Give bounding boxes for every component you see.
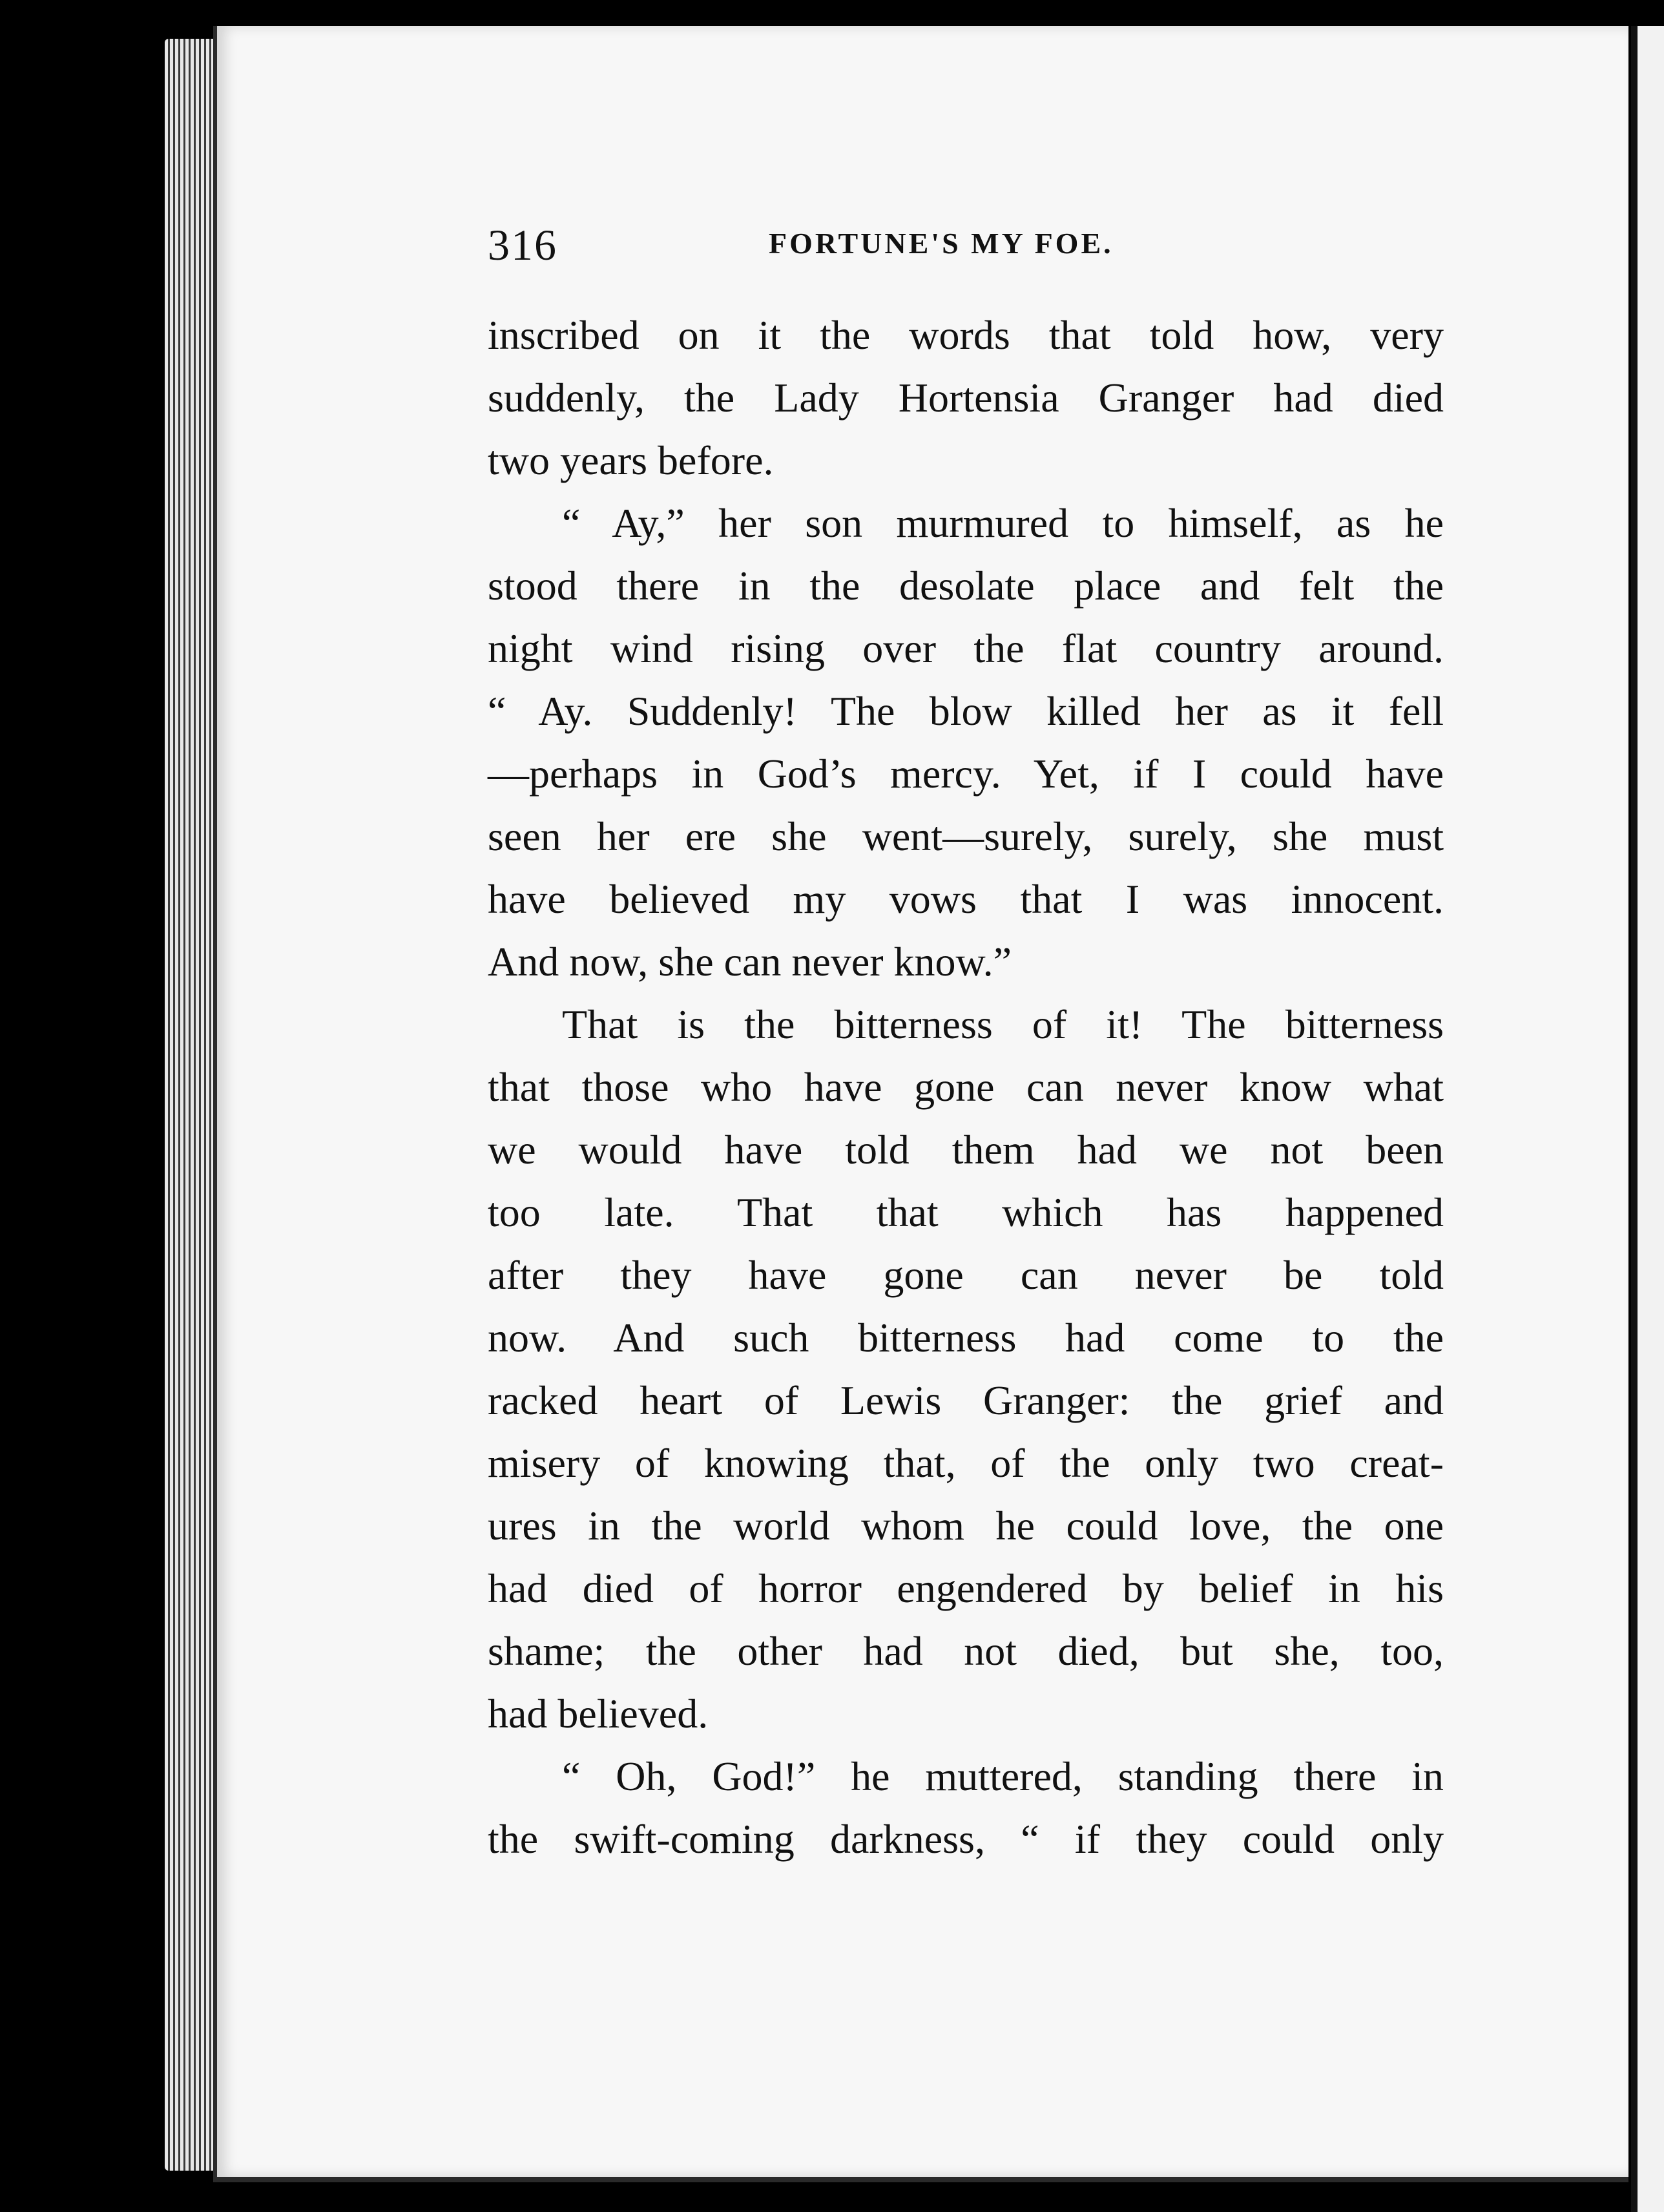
text-line: suddenly, the Lady Hortensia Granger had died — [488, 375, 1444, 421]
text-line: That is the bitterness of it! The bitterness — [562, 1001, 1444, 1047]
text-line: shame; the other had not died, but she, too, — [488, 1628, 1444, 1674]
text-line: racked heart of Lewis Granger: the grief and — [488, 1377, 1444, 1423]
text-line: now. And such bitterness had come to the — [488, 1315, 1444, 1361]
text-line: after they have gone can never be told — [488, 1252, 1444, 1298]
text-line: too late. That that which has happened — [488, 1189, 1444, 1235]
text-line: had died of horror engendered by belief in his — [488, 1565, 1444, 1611]
text-line: And now, she can never know.” — [488, 939, 1012, 985]
page-number: 316 — [488, 220, 557, 269]
text-line: “ Ay. Suddenly! The blow killed her as it fell — [488, 688, 1444, 734]
text-line: the swift-coming darkness, “ if they could only — [488, 1816, 1444, 1862]
text-line: had believed. — [488, 1691, 709, 1737]
page-header — [488, 220, 1457, 278]
text-line: “ Ay,” her son murmured to himself, as he — [562, 500, 1444, 546]
running-title: FORTUNE'S MY FOE. — [769, 227, 1114, 260]
text-line: have believed my vows that I was innocent. — [488, 876, 1444, 922]
text-line: that those who have gone can never know what — [488, 1064, 1444, 1110]
text-line: ures in the world whom he could love, the one — [488, 1503, 1444, 1549]
text-line: inscribed on it the words that told how, very — [488, 312, 1444, 358]
text-line: two years before. — [488, 437, 774, 483]
body-text — [488, 304, 1444, 1870]
text-line: —perhaps in God’s mercy. Yet, if I could have — [488, 751, 1444, 797]
facing-page-edge — [1631, 26, 1664, 2212]
text-line: misery of knowing that, of the only two creat- — [488, 1440, 1444, 1486]
text-line: “ Oh, God!” he muttered, standing there in — [562, 1753, 1444, 1799]
text-line: night wind rising over the flat country around. — [488, 625, 1444, 671]
text-line: seen her ere she went—surely, surely, she must — [488, 813, 1444, 859]
text-line: stood there in the desolate place and felt the — [488, 563, 1444, 609]
text-line: we would have told them had we not been — [488, 1127, 1444, 1173]
